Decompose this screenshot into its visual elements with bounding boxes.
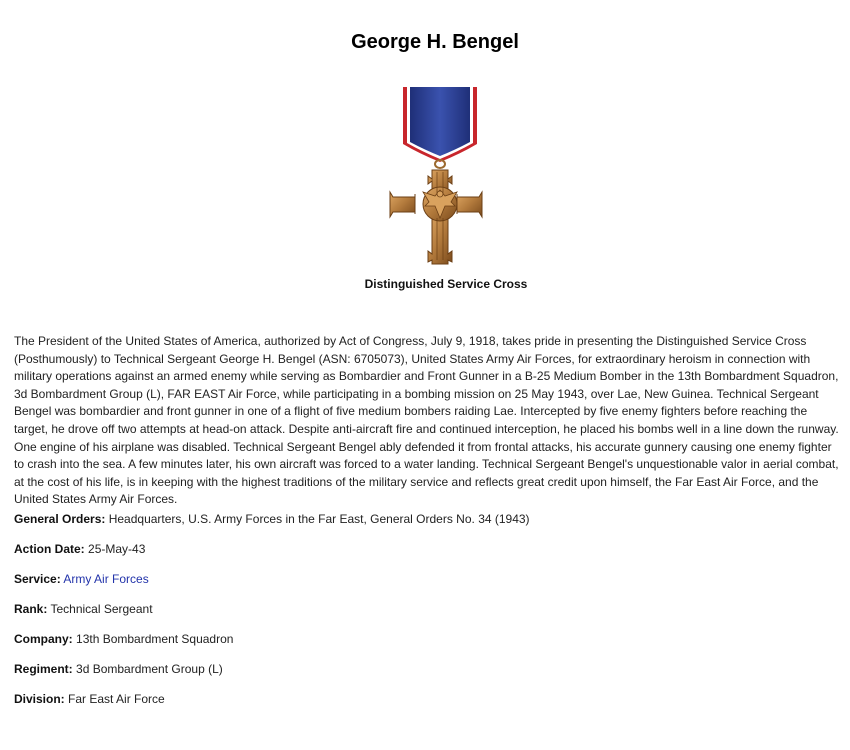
action-date-row <box>14 542 834 556</box>
distinguished-service-cross-medal-icon <box>385 84 485 270</box>
rank-row <box>14 602 834 616</box>
service-link[interactable]: Army Air Forces <box>63 572 149 586</box>
division-label: Division: <box>14 692 65 706</box>
regiment-label: Regiment: <box>14 662 73 676</box>
citation-text: The President of the United States of America, authorized by Act of Congress, July 9, 1918, takes pride in presenting the Distinguished Service Cross (Posthumously) to Technical Sergeant George H. Bengel (ASN: 6705073), United States Army Air Forces, for extraordinary heroism in connection with military operations against an armed enemy while serving as Bombardier and Front Gunner in a B-25 Medium Bomber in the 13th Bombardment Squadron, 3d Bombardment Group (L), FAR EAST Air Force, while participating in a bombing mission on 25 May 1943, over Lae, New Guinea. Technical Sergeant Bengel was bombardier and front gunner in one of a flight of five medium bombers raiding Lae. Intercepted by five enemy fighters before reaching the target, he drove off two attempts at head-on attack. Despite anti-aircraft fire and continued interception, he placed his bombs well in a line down the runway. One engine of his airplane was disabled. Technical Sergeant Bengel ably defended it from frontal attacks, his accurate gunnery causing one enemy fighter to crash into the sea. A few minutes later, his own aircraft was forced to a water landing. Technical Sergeant Bengel's unquestionable valor in aerial combat, at the cost of his life, is in keeping with the highest traditions of the military service and reflects great credit upon himself, the Far East Air Force, and the United States Army Air Forces. <box>14 334 839 507</box>
rank-label: Rank: <box>14 602 48 616</box>
general-orders-row <box>14 512 834 526</box>
company-value: 13th Bombardment Squadron <box>76 632 234 646</box>
regiment-value: 3d Bombardment Group (L) <box>76 662 223 676</box>
service-label: Service: <box>14 572 61 586</box>
action-date-label: Action Date: <box>14 542 85 556</box>
rank-value: Technical Sergeant <box>50 602 153 616</box>
division-value: Far East Air Force <box>68 692 165 706</box>
medal-caption: Distinguished Service Cross <box>364 277 528 291</box>
company-label: Company: <box>14 632 73 646</box>
division-row <box>14 692 834 706</box>
service-row <box>14 572 834 586</box>
action-date-value: 25-May-43 <box>88 542 146 556</box>
general-orders-value: Headquarters, U.S. Army Forces in the Far East, General Orders No. 34 (1943) <box>108 512 530 526</box>
page-title: George H. Bengel <box>351 31 519 53</box>
general-orders-label: General Orders: <box>14 512 106 526</box>
regiment-row <box>14 662 834 676</box>
company-row <box>14 632 834 646</box>
